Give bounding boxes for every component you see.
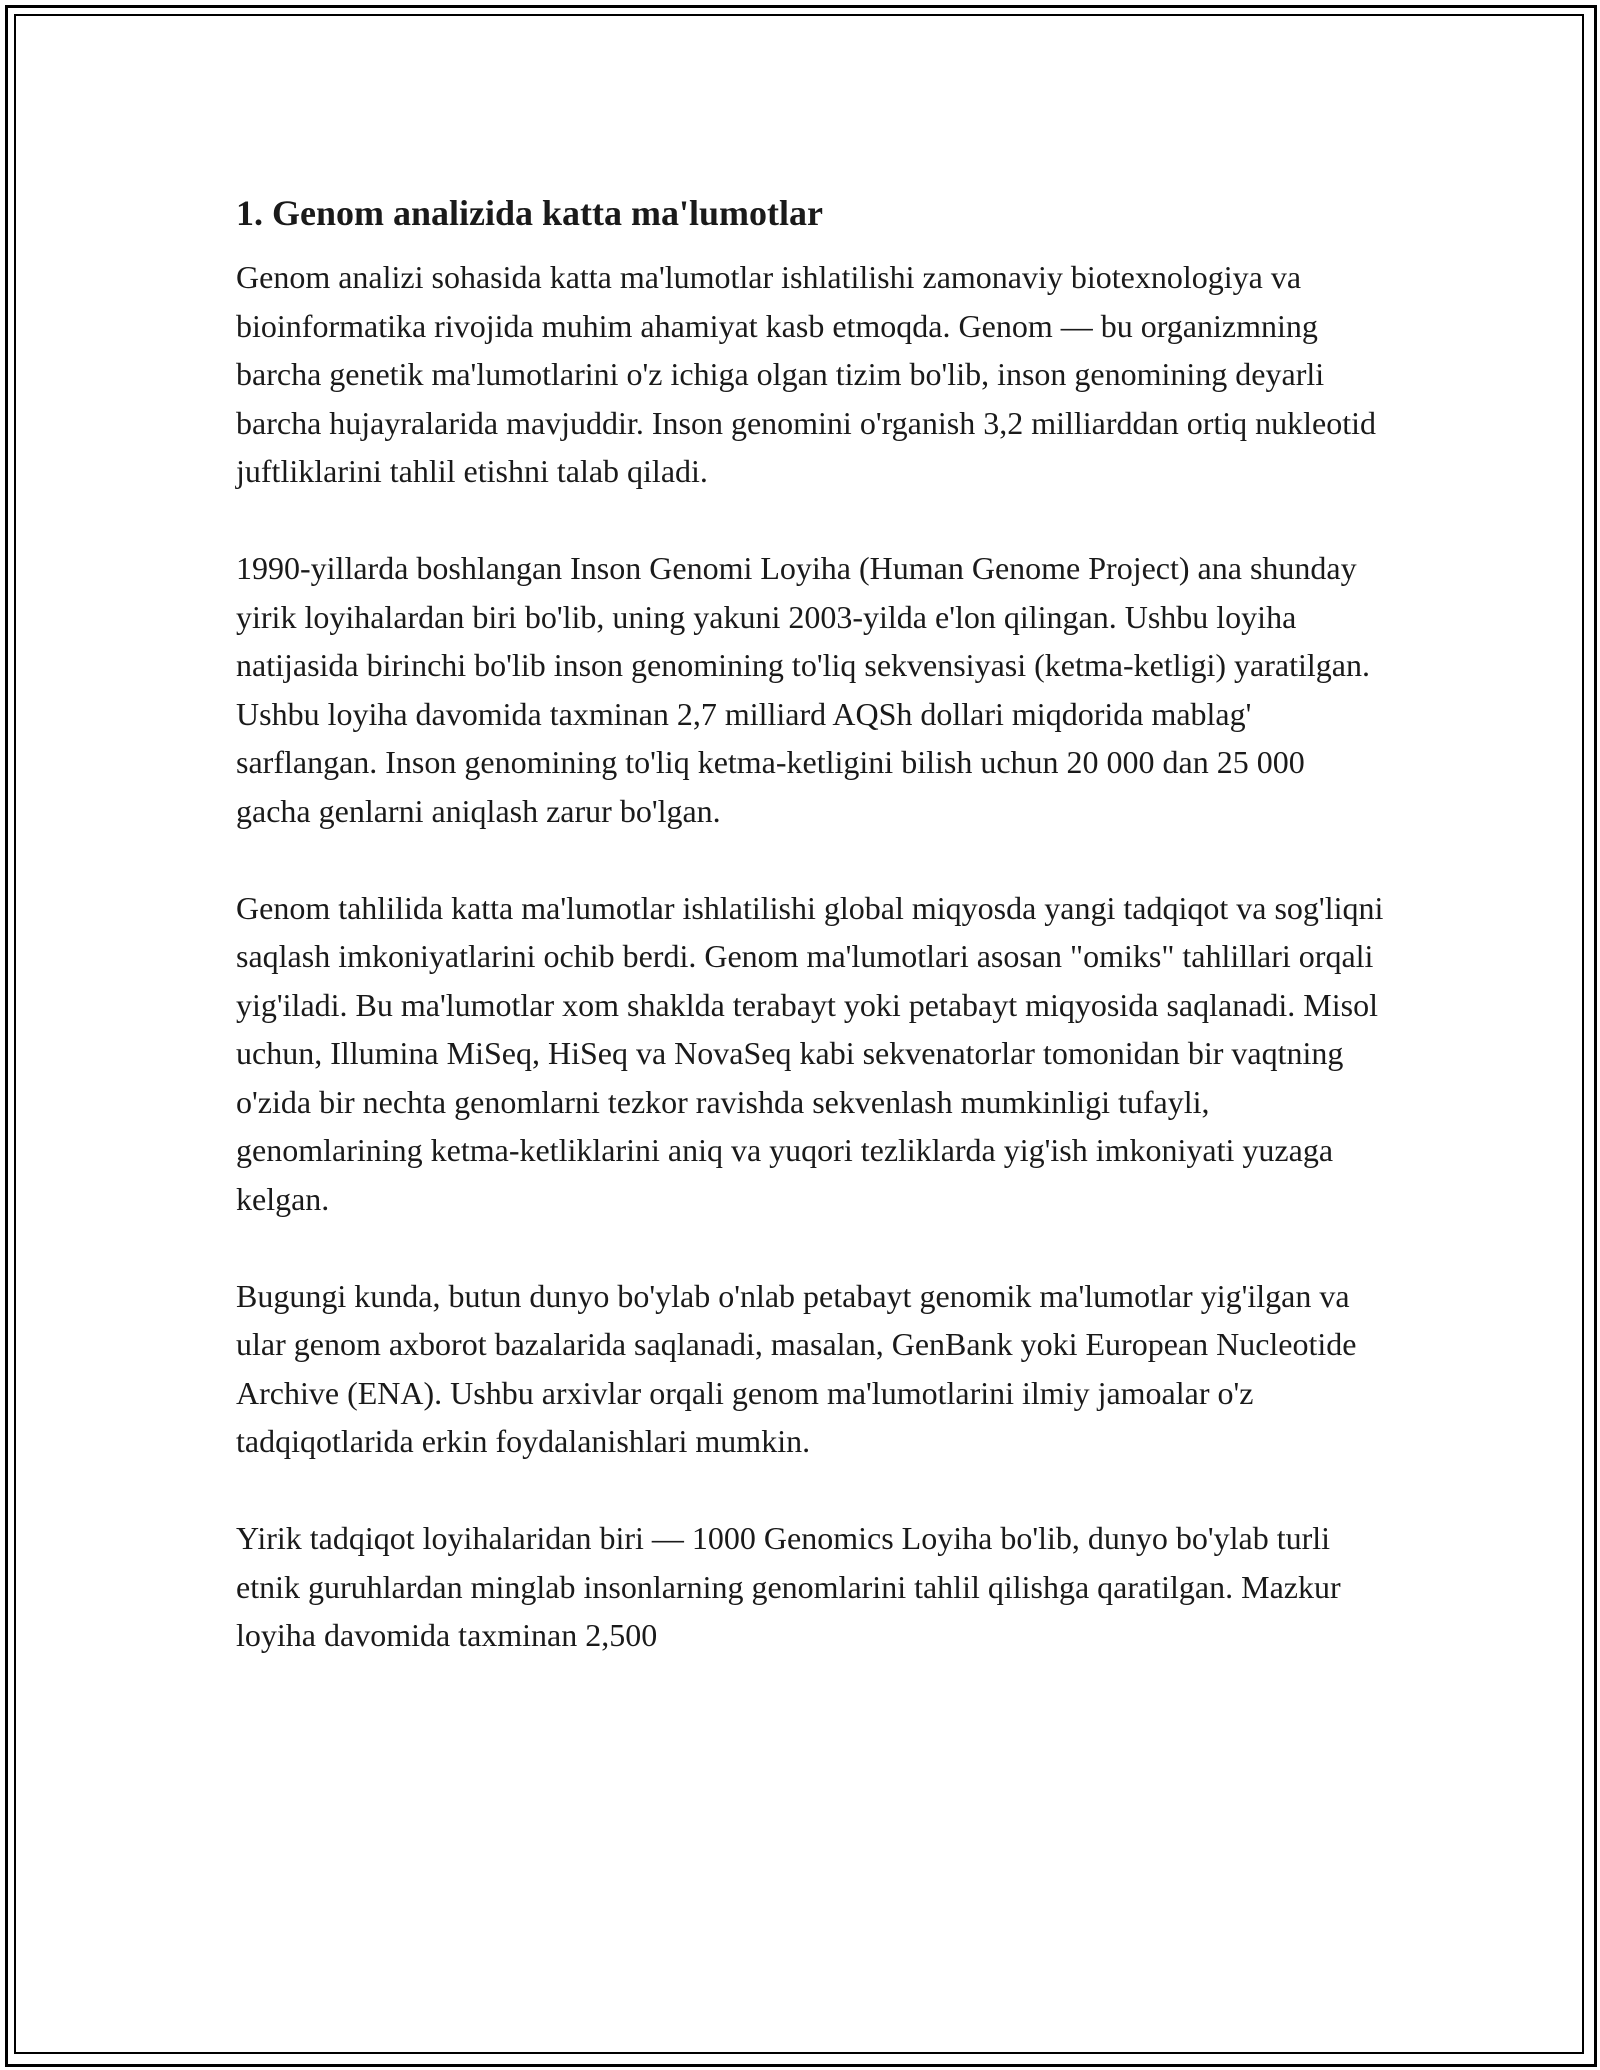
paragraph-4: Bugungi kunda, butun dunyo bo'ylab o'nlab petabayt genomik ma'lumotlar yig'ilgan va ular genom axborot bazalarida saqlanadi, masalan, GenBank yoki European Nucleotide Archive (ENA). Ushbu arxivlar orqali genom ma'lumotlarini ilmiy jamoalar o'z tadqiqotlarida erkin foydalanishlari mumkin.	[236, 1277, 1357, 1459]
document-body	[236, 185, 1386, 1708]
paragraph-2: 1990-yillarda boshlangan Inson Genomi Loyiha (Human Genome Project) ana shunday yirik loyihalardan biri bo'lib, uning yakuni 2003-yilda e'lon qilingan. Ushbu loyiha natijasida birinchi bo'lib inson genomining to'liq sekvensiyasi (ketma-ketligi) yaratilgan. Ushbu loyiha davomida taxminan 2,7 milliard AQSh dollari miqdorida mablag' sarflangan. Inson genomining to'liq ketma-ketligini bilish uchun 20 000 dan 25 000 gacha genlarni aniqlash zarur bo'lgan.	[236, 550, 1370, 829]
paragraph-3: Genom tahlilida katta ma'lumotlar ishlatilishi global miqyosda yangi tadqiqot va sog'liqni saqlash imkoniyatlarini ochib berdi. Genom ma'lumotlari asosan "omiks" tahlillari orqali yig'iladi. Bu ma'lumotlar xom shaklda terabayt yoki petabayt miqyosida saqlanadi. Misol uchun, Illumina MiSeq, HiSeq va NovaSeq kabi sekvenatorlar tomonidan bir vaqtning o'zida bir nechta genomlarni tezkor ravishda sekvenlash mumkinligi tufayli, genomlarining ketma-ketliklarini aniq va yuqori tezliklarda yig'ish imkoniyati yuzaga kelgan.	[236, 889, 1384, 1217]
section-heading: 1. Genom analizida katta ma'lumotlar	[236, 193, 823, 233]
paragraph-1: Genom analizi sohasida katta ma'lumotlar ishlatilishi zamonaviy biotexnologiya va bioinformatika rivojida muhim ahamiyat kasb etmoqda. Genom — bu organizmning barcha genetik ma'lumotlarini o'z ichiga olgan tizim bo'lib, inson genomining deyarli barcha hujayralarida mavjuddir. Inson genomini o'rganish 3,2 milliarddan ortiq nukleotid juftliklarini tahlil etishni talab qiladi.	[236, 259, 1377, 489]
paragraph-5: Yirik tadqiqot loyihalaridan biri — 1000 Genomics Loyiha bo'lib, dunyo bo'ylab turli etnik guruhlardan minglab insonlarning genomlarini tahlil qilishga qaratilgan. Mazkur loyiha davomida taxminan 2,500	[236, 1520, 1341, 1653]
